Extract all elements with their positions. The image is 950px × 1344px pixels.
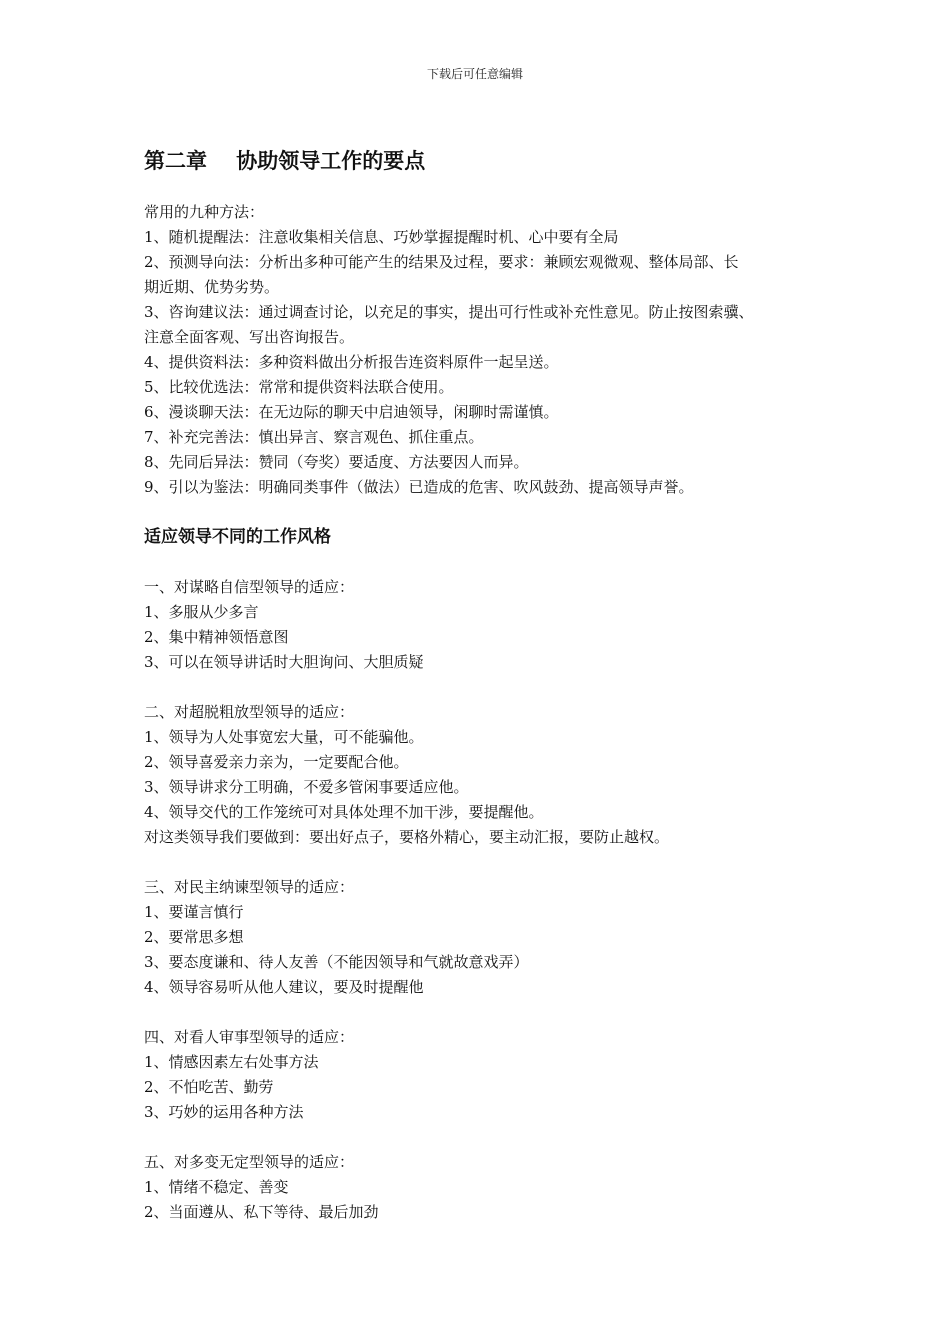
style-line: 1、情绪不稳定、善变: [144, 1178, 289, 1196]
style-line: 4、领导容易听从他人建议，要及时提醒他: [144, 978, 424, 996]
style-line: 1、多服从少多言: [144, 603, 259, 621]
style-heading: 五、对多变无定型领导的适应：: [144, 1153, 355, 1171]
method-line: 3、咨询建议法：通过调查讨论，以充足的事实，提出可行性或补充性意见。防止按图索骥、: [144, 303, 754, 321]
style-heading: 三、对民主纳谏型领导的适应：: [144, 878, 355, 896]
style-line: 3、要态度谦和、待人友善（不能因领导和气就故意戏弄）: [144, 953, 529, 971]
style-line: 2、集中精神领悟意图: [144, 628, 289, 646]
style-block-2: [144, 700, 824, 850]
style-line: 2、要常思多想: [144, 928, 244, 946]
method-line: 5、比较优选法：常常和提供资料法联合使用。: [144, 378, 454, 396]
style-line: 2、当面遵从、私下等待、最后加劲: [144, 1203, 379, 1221]
style-block-5: [144, 1150, 824, 1225]
style-heading: 四、对看人审事型领导的适应：: [144, 1028, 355, 1046]
style-line: 3、巧妙的运用各种方法: [144, 1103, 304, 1121]
method-line: 6、漫谈聊天法：在无边际的聊天中启迪领导，闲聊时需谨慎。: [144, 403, 559, 421]
style-line: 2、不怕吃苦、勤劳: [144, 1078, 274, 1096]
method-line: 7、补充完善法：慎出异言、察言观色、抓住重点。: [144, 428, 484, 446]
style-line: 3、领导讲求分工明确，不爱多管闲事要适应他。: [144, 778, 469, 796]
methods-intro: 常用的九种方法：: [144, 203, 265, 221]
style-line: 对这类领导我们要做到：要出好点子，要格外精心，要主动汇报，要防止越权。: [144, 828, 670, 846]
method-line: 1、随机提醒法：注意收集相关信息、巧妙掌握提醒时机、心中要有全局: [144, 228, 619, 246]
style-line: 1、要谨言慎行: [144, 903, 244, 921]
style-line: 3、可以在领导讲话时大胆询问、大胆质疑: [144, 653, 424, 671]
method-line: 期近期、优势劣势。: [144, 278, 280, 296]
style-heading: 一、对谋略自信型领导的适应：: [144, 578, 355, 596]
page-header-note: 下载后可任意编辑: [426, 67, 523, 81]
chapter-title: 第二章 协助领导工作的要点: [144, 149, 426, 173]
method-line: 9、引以为鉴法：明确同类事件（做法）已造成的危害、吹风鼓劲、提高领导声誉。: [144, 478, 694, 496]
style-line: 1、情感因素左右处事方法: [144, 1053, 319, 1071]
methods-block: [144, 200, 824, 500]
style-block-4: [144, 1025, 824, 1125]
style-line: 1、领导为人处事宽宏大量，可不能骗他。: [144, 728, 424, 746]
style-line: 2、领导喜爱亲力亲为，一定要配合他。: [144, 753, 409, 771]
style-line: 4、领导交代的工作笼统可对具体处理不加干涉，要提醒他。: [144, 803, 544, 821]
document-body: [144, 146, 824, 1250]
method-line: 注意全面客观、写出咨询报告。: [144, 328, 355, 346]
method-line: 4、提供资料法：多种资料做出分析报告连资料原件一起呈送。: [144, 353, 559, 371]
style-heading: 二、对超脱粗放型领导的适应：: [144, 703, 355, 721]
style-block-3: [144, 875, 824, 1000]
method-line: 2、预测导向法：分析出多种可能产生的结果及过程，要求：兼顾宏观微观、整体局部、长: [144, 253, 739, 271]
style-block-1: [144, 575, 824, 675]
section-title: 适应领导不同的工作风格: [144, 527, 331, 547]
method-line: 8、先同后异法：赞同（夸奖）要适度、方法要因人而异。: [144, 453, 529, 471]
